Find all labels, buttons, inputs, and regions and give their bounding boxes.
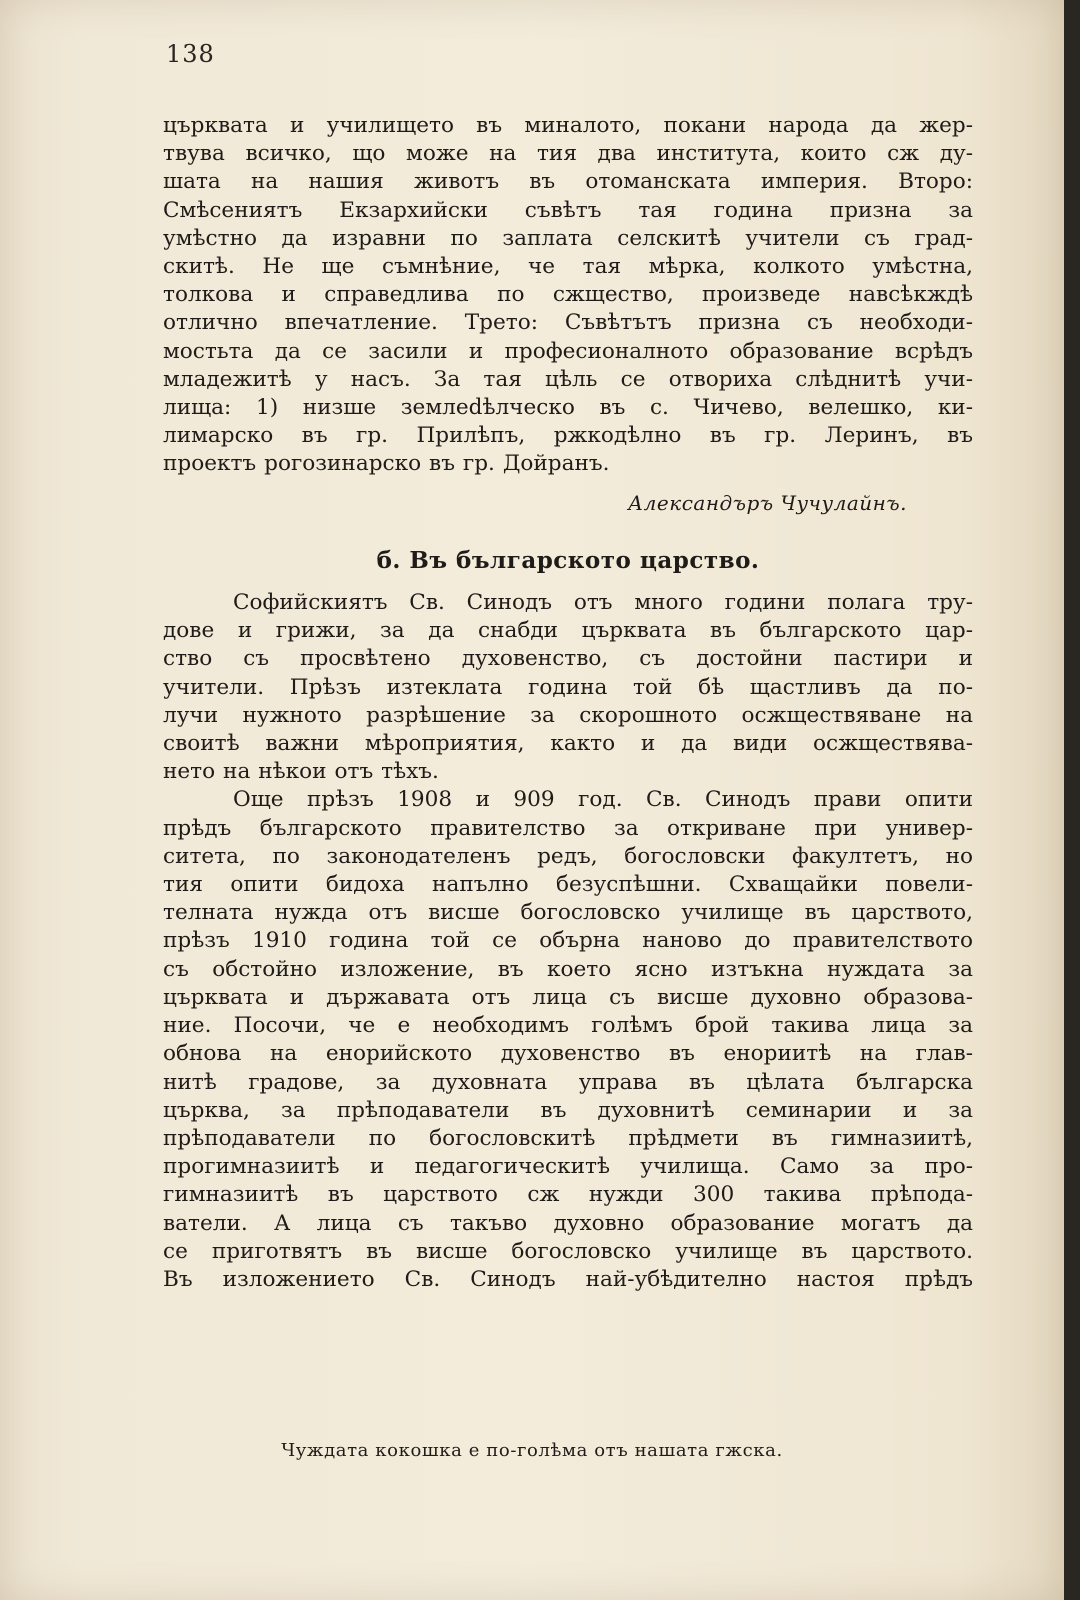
section-heading: б. Въ българското царство.: [376, 546, 760, 574]
text-line: съ обстойно изложение, въ което ясно изтъкна нуждата за: [163, 956, 973, 982]
text-line: гимназиитѣ въ царството сж нужди 300 такива прѣпода-: [163, 1182, 973, 1208]
text-line: обнова на енорийското духовенство въ енориитѣ на глав-: [163, 1041, 973, 1067]
text-line: проектъ рогозинарско въ гр. Дойранъ.: [163, 451, 610, 477]
text-line: ситета, по законодателенъ редъ, богословски факултетъ, но: [163, 843, 973, 869]
text-line: прѣподаватели по богословскитѣ прѣдмети въ гимназиитѣ,: [163, 1125, 973, 1151]
text-line: телната нужда отъ висше богословско училище въ царството,: [163, 900, 973, 926]
text-line: се приготвятъ въ висше богословско училище въ царството.: [163, 1238, 973, 1264]
text-line: отлично впечатление. Трето: Съвѣтътъ призна съ необходи-: [163, 310, 973, 336]
text-line: своитѣ важни мѣроприятия, както и да види осжществява-: [163, 731, 973, 757]
text-line: лучи нужното разрѣшение за скорошното осжществяване на: [163, 702, 973, 728]
text-line: ние. Посочи, че е необходимъ голѣмъ брой такива лица за: [163, 1013, 973, 1039]
text-line: ство съ просвѣтено духовенство, съ достойни пастири и: [163, 646, 973, 672]
text-line: нитѣ градове, за духовната управа въ цѣлата българска: [163, 1069, 973, 1095]
text-line: прѣзъ 1910 година той се обърна наново до правителството: [163, 928, 973, 954]
text-line: скитѣ. Не ще съмнѣние, че тая мѣрка, колкото умѣстна,: [163, 254, 973, 280]
text-line: дове и грижи, за да снабди църквата въ българското цар-: [163, 618, 973, 644]
text-line: младежитѣ у насъ. За тая цѣль се отвориха слѣднитѣ учи-: [163, 366, 973, 392]
text-line: Въ изложението Св. Синодъ най-убѣдително настоя прѣдъ: [163, 1266, 973, 1292]
paragraph-1: [163, 112, 973, 479]
text-line: църквата и държавата отъ лица съ висше духовно образова-: [163, 984, 973, 1010]
text-line: църквата и училището въ миналото, покани народа да жер-: [163, 113, 973, 138]
text-line: прѣдъ българското правителство за откриване при универ-: [163, 815, 973, 841]
text-line: Още прѣзъ 1908 и 909 год. Св. Синодъ прави опити: [233, 787, 973, 813]
text-line: Софийскиятъ Св. Синодъ отъ много години полага тру-: [233, 590, 973, 616]
text-line: толкова и справедлива по сжщество, произведе навсѣкждѣ: [163, 282, 973, 308]
text-line: твува всичко, що може на тия два института, които сж ду-: [163, 141, 973, 167]
text-line: умѣстно да изравни по заплата селскитѣ учители съ град-: [163, 225, 973, 251]
text-line: Смѣсениятъ Екзархийски съвѣтъ тая година призна за: [163, 197, 973, 223]
text-block: [163, 112, 973, 1294]
text-line: ватели. А лица съ такъво духовно образование могатъ да: [163, 1210, 973, 1236]
text-line: тия опити бидоха напълно безуспѣшни. Схващайки повели-: [163, 872, 973, 898]
paragraph-3: [163, 786, 973, 1294]
text-line: лища: 1) низше землedѣлческо въ с. Чичево, велешко, ки-: [163, 395, 973, 421]
text-line: прогимназиитѣ и педагогическитѣ училища. Само за про-: [163, 1154, 973, 1180]
footer-proverb: Чуждата кокошка е по-голѣма отъ нашата гжска.: [281, 1440, 783, 1461]
text-line: нето на нѣкои отъ тѣхъ.: [163, 759, 439, 785]
page-number: 138: [166, 40, 215, 68]
text-line: учители. Прѣзъ изтеклата година той бѣ щастливъ да по-: [163, 674, 973, 700]
text-line: църква, за прѣподаватели въ духовнитѣ семинарии и за: [163, 1097, 973, 1123]
paragraph-2: [163, 589, 973, 786]
text-line: шата на нашия животъ въ отоманската империя. Второ:: [163, 169, 973, 195]
text-line: мостьта да се засили и професионалното образование всрѣдъ: [163, 338, 973, 364]
text-line: лимарско въ гр. Прилѣпъ, ржкодѣлно въ гр. Леринъ, въ: [163, 423, 973, 449]
author-signature: Александъръ Чучулайнъ.: [628, 490, 907, 515]
